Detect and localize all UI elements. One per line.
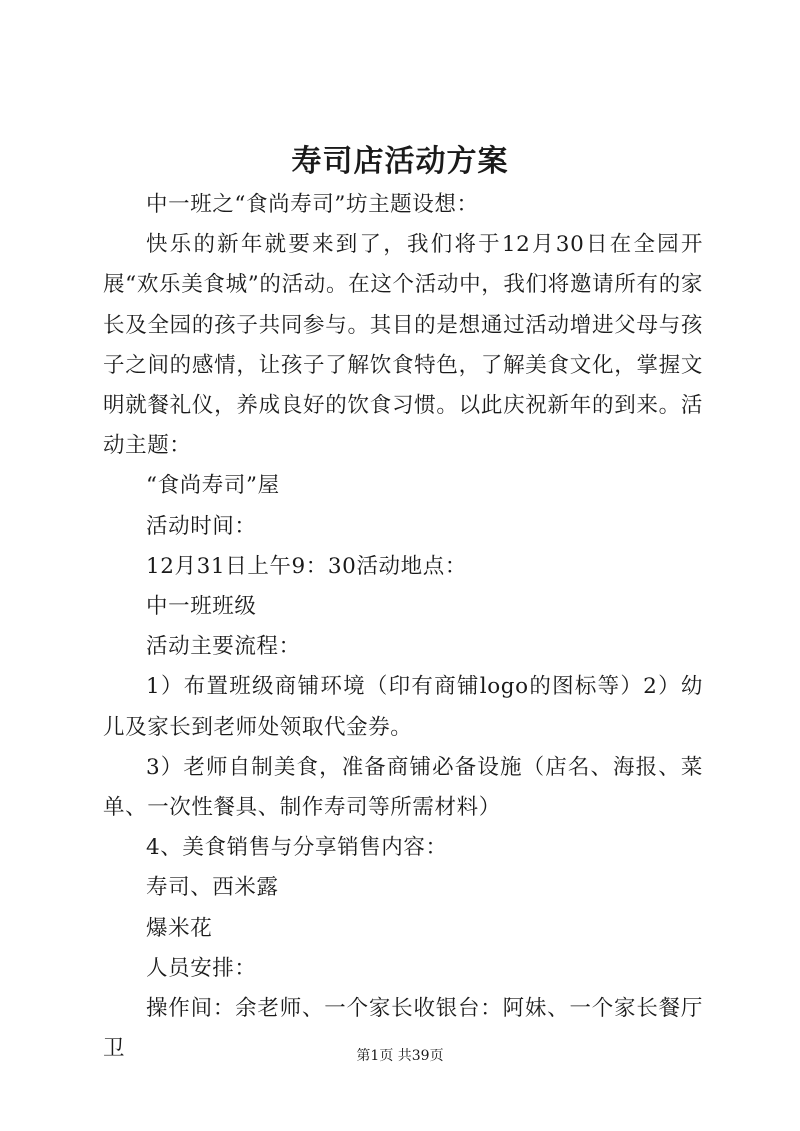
paragraph-step-4: 4、美食销售与分享销售内容： xyxy=(146,835,448,861)
paragraph-step-3: 3）老师自制美食，准备商铺必备设施（店名、海报、菜单、一次性餐具、制作寿司等所需材料） xyxy=(103,754,703,821)
paragraph-purpose: 快乐的新年就要来到了，我们将于12月30日在全园开展“欢乐美食城”的活动。在这个活动中，我们将邀请所有的家长及全园的孩子共同参与。其目的是想通过活动增进父母与孩子之间的感情，让孩子了解饮食特色，了解美食文化，掌握文明就餐礼仪，养成良好的饮食习惯。以此庆祝新年的到来。活动主题： xyxy=(103,232,703,459)
paragraph-time-location: 12月31日上午9：30活动地点： xyxy=(146,553,467,579)
document-body xyxy=(103,185,703,1069)
paragraph-items-2: 爆米花 xyxy=(146,915,213,941)
paragraph-theme-intro: 中一班之“食尚寿司”坊主题设想： xyxy=(146,192,479,217)
paragraph-time-label: 活动时间： xyxy=(146,513,257,539)
paragraph-staff-label: 人员安排： xyxy=(146,955,257,981)
page-footer: 第1页 共39页 xyxy=(356,1048,444,1064)
paragraph-process-label: 活动主要流程： xyxy=(146,634,301,660)
paragraph-location: 中一班班级 xyxy=(146,594,257,620)
document-title: 寿司店活动方案 xyxy=(291,144,509,179)
paragraph-step-1-2: 1）布置班级商铺环境（印有商铺logo的图标等）2）幼儿及家长到老师处领取代金券。 xyxy=(103,674,703,740)
paragraph-staff: 操作间：余老师、一个家长收银台：阿妹、一个家长餐厅卫 xyxy=(103,996,703,1062)
paragraph-theme-name: “食尚寿司”屋 xyxy=(146,473,280,499)
paragraph-items-1: 寿司、西米露 xyxy=(146,875,279,901)
